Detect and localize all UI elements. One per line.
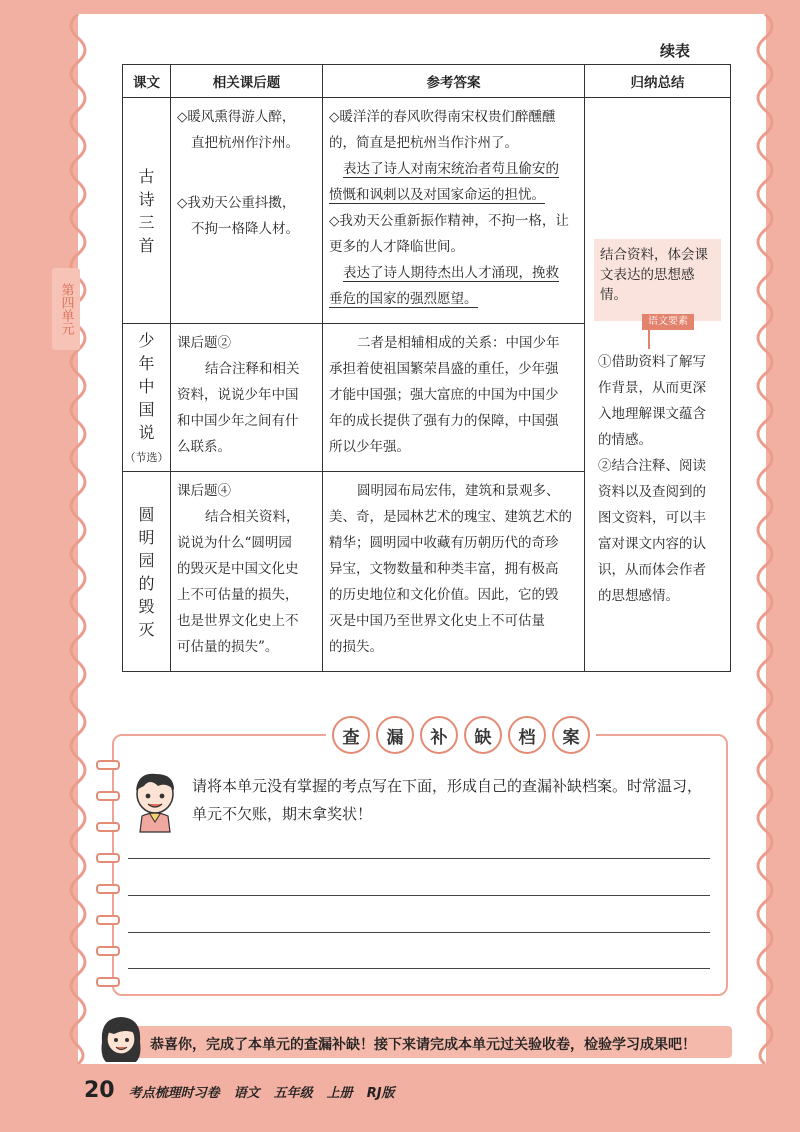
girl-cartoon-icon bbox=[96, 1012, 146, 1068]
page-number: 20 bbox=[84, 1078, 115, 1103]
answer-line: 灭是中国乃至世界文化史上不可估量 bbox=[329, 613, 545, 629]
header-answers: 参考答案 bbox=[323, 65, 585, 98]
writing-line[interactable] bbox=[128, 932, 710, 933]
answer-line: 的历史地位和文化价值。因此，它的毁 bbox=[329, 587, 559, 603]
title-char: 缺 bbox=[464, 716, 502, 754]
ring-icon bbox=[96, 946, 120, 956]
review-box-title bbox=[326, 716, 596, 754]
question-title: 课后题② bbox=[177, 335, 231, 351]
answer-cell bbox=[323, 324, 585, 472]
answer-line: 异宝，文物数量和种类丰富，拥有极高 bbox=[329, 561, 559, 577]
ring-icon bbox=[96, 977, 120, 987]
question-line: 么联系。 bbox=[177, 439, 231, 455]
book-title: 考点梳理时习卷 bbox=[128, 1086, 220, 1101]
question-line: ◇暖风熏得游人醉， bbox=[177, 109, 296, 125]
summary-point: ②结合注释、阅读资料以及查阅到的图文资料，可以丰富对课文内容的认识，从而体会作者的思想感情。 bbox=[598, 458, 706, 604]
language-goal-box bbox=[594, 239, 721, 327]
subject: 语文 bbox=[233, 1086, 260, 1101]
answer-cell bbox=[323, 98, 585, 324]
answer-line: 表达了诗人对南宋统治者苟且偷安的 bbox=[343, 161, 559, 177]
table-header-row bbox=[123, 65, 731, 98]
ring-icon bbox=[96, 853, 120, 863]
question-line: ◇我劝天公重抖擞， bbox=[177, 195, 296, 211]
boy-cartoon-icon bbox=[126, 770, 184, 834]
answer-line: 的，简直是把杭州当作汴州了。 bbox=[329, 135, 518, 151]
question-line: 说说为什么“圆明园 bbox=[177, 535, 292, 551]
question-line: 可估量的损失”。 bbox=[177, 639, 279, 655]
question-cell bbox=[171, 472, 323, 672]
title-char: 漏 bbox=[376, 716, 414, 754]
answer-line: 表达了诗人期待杰出人才涌现，挽救 bbox=[343, 265, 559, 281]
question-line: 资料，说说少年中国 bbox=[177, 387, 299, 403]
review-intro-text: 请将本单元没有掌握的考点写在下面，形成自己的查漏补缺档案。时常温习，单元不欠账，期末拿奖状！ bbox=[192, 777, 703, 823]
lesson-cell bbox=[123, 472, 171, 672]
answer-line: 美、奇，是园林艺术的瑰宝、建筑艺术的 bbox=[329, 509, 572, 525]
lesson-title: 圆明园的毁灭 bbox=[138, 504, 155, 639]
header-lesson: 课文 bbox=[123, 65, 171, 98]
answer-line: 精华；圆明园中收藏有历朝历代的奇珍 bbox=[329, 535, 559, 551]
writing-line[interactable] bbox=[128, 895, 710, 896]
lesson-title: 少年中国说 bbox=[138, 330, 155, 442]
question-line: 和中国少年之间有什 bbox=[177, 413, 299, 429]
question-line: 上不可估量的损失， bbox=[177, 587, 299, 603]
title-char: 查 bbox=[332, 716, 370, 754]
term: 上册 bbox=[326, 1086, 353, 1101]
question-line: 的毁灭是中国文化史 bbox=[177, 561, 299, 577]
question-title: 课后题④ bbox=[177, 483, 231, 499]
answer-line: 所以少年强。 bbox=[329, 439, 410, 455]
page-footer bbox=[84, 1078, 395, 1103]
question-line: 不拘一格降人材。 bbox=[191, 221, 299, 237]
table-row bbox=[123, 98, 731, 324]
question-line: 结合相关资料， bbox=[205, 509, 300, 525]
answer-line: 更多的人才降临世间。 bbox=[329, 239, 464, 255]
header-summary: 归纳总结 bbox=[585, 65, 731, 98]
edition: RJ版 bbox=[366, 1086, 395, 1101]
language-goal-text: 结合资料，体会课文表达的思想感情。 bbox=[600, 247, 708, 303]
congrats-text: 恭喜你，完成了本单元的查漏补缺！接下来请完成本单元过关验收卷，检验学习成果吧！ bbox=[150, 1037, 696, 1053]
wavy-border-right bbox=[755, 14, 783, 1064]
answer-line: 年的成长提供了强有力的保障，中国强 bbox=[329, 413, 559, 429]
lesson-cell bbox=[123, 324, 171, 472]
summary-points bbox=[586, 349, 729, 609]
ring-icon bbox=[96, 822, 120, 832]
answer-line: 二者是相辅相成的关系：中国少年 bbox=[357, 335, 560, 351]
question-cell bbox=[171, 98, 323, 324]
lesson-note: （节选） bbox=[124, 450, 169, 464]
summary-table bbox=[122, 64, 731, 672]
answer-line: 承担着使祖国繁荣昌盛的重任，少年强 bbox=[329, 361, 559, 377]
answer-line: 垂危的国家的强烈愿望。 bbox=[329, 291, 478, 307]
unit-side-tab: 第四单元 bbox=[52, 268, 80, 350]
question-cell bbox=[171, 324, 323, 472]
writing-line[interactable] bbox=[128, 858, 710, 859]
writing-line[interactable] bbox=[128, 968, 710, 969]
answer-line: ◇我劝天公重新振作精神，不拘一格，让 bbox=[329, 213, 569, 229]
language-goal-tag: 语文要素 bbox=[642, 314, 694, 330]
lesson-cell bbox=[123, 98, 171, 324]
answer-cell bbox=[323, 472, 585, 672]
answer-line: 才能中国强；强大富庶的中国为中国少 bbox=[329, 387, 559, 403]
header-questions: 相关课后题 bbox=[171, 65, 323, 98]
grade: 五年级 bbox=[273, 1086, 313, 1101]
lesson-title: 古诗三首 bbox=[138, 166, 155, 255]
wavy-border-left bbox=[60, 14, 88, 1064]
question-line: 直把杭州作汴州。 bbox=[191, 135, 299, 151]
ring-icon bbox=[96, 884, 120, 894]
answer-line: ◇暖洋洋的春风吹得南宋权贵们醉醺醺 bbox=[329, 109, 556, 125]
question-line: 也是世界文化史上不 bbox=[177, 613, 299, 629]
answer-line: 愤慨和讽刺以及对国家命运的担忧。 bbox=[329, 187, 545, 203]
answer-line: 的损失。 bbox=[329, 639, 383, 655]
answer-line: 圆明园布局宏伟，建筑和景观多、 bbox=[357, 483, 560, 499]
summary-cell bbox=[585, 98, 731, 672]
ring-icon bbox=[96, 915, 120, 925]
question-line: 结合注释和相关 bbox=[205, 361, 300, 377]
notebook-rings bbox=[96, 760, 118, 980]
title-char: 档 bbox=[508, 716, 546, 754]
ring-icon bbox=[96, 760, 120, 770]
title-char: 案 bbox=[552, 716, 590, 754]
title-char: 补 bbox=[420, 716, 458, 754]
ring-icon bbox=[96, 791, 120, 801]
continued-label: 续表 bbox=[660, 42, 691, 60]
summary-point: ①借助资料了解写作背景，从而更深入地理解课文蕴含的情感。 bbox=[598, 354, 706, 448]
